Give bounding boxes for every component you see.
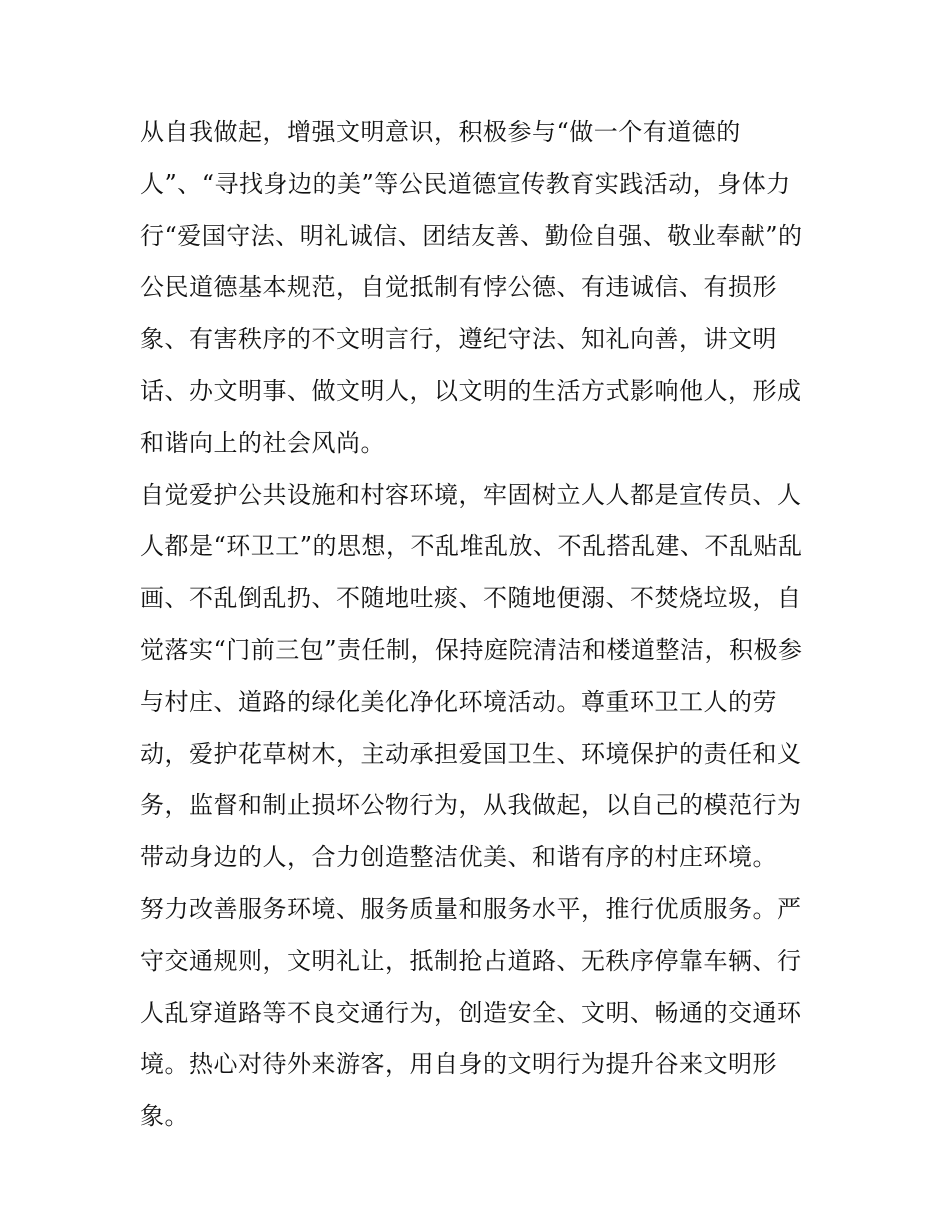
text-line: 从自我做起，增强文明意识，积极参与“做一个有道德的: [140, 118, 741, 146]
text-line: 觉落实“门前三包”责任制，保持庭院清洁和楼道整洁，积极参: [140, 635, 803, 664]
text-line: 和谐向上的社会风尚。: [140, 428, 385, 457]
text-line: 人乱穿道路等不良交通行为，创造安全、文明、畅通的交通环: [140, 998, 802, 1027]
text-line: 带动身边的人，合力创造整洁优美、和谐有序的村庄环境。: [140, 843, 777, 872]
text-line: 务，监督和制止损坏公物行为，从我做起，以自己的模范行为: [140, 791, 802, 820]
text-line: 象。: [140, 1102, 189, 1131]
text-line: 象、有害秩序的不文明言行，遵纪守法、知礼向善，讲文明: [140, 325, 777, 354]
text-line: 努力改善服务环境、服务质量和服务水平，推行优质服务。严: [140, 894, 802, 923]
text-line: 公民道德基本规范，自觉抵制有悖公德、有违诚信、有损形: [140, 273, 777, 302]
paragraph-2: [140, 470, 820, 884]
text-line: 人”、“寻找身边的美”等公民道德宣传教育实践活动，身体力: [140, 169, 791, 198]
text-line: 人都是“环卫工”的思想，不乱堆乱放、不乱搭乱建、不乱贴乱: [140, 532, 803, 561]
text-line: 动，爱护花草树木，主动承担爱国卫生、环境保护的责任和义: [140, 739, 802, 768]
text-line: 境。热心对待外来游客，用自身的文明行为提升谷来文明形: [140, 1050, 777, 1079]
paragraph-1: [140, 107, 820, 470]
text-line: 与村庄、道路的绿化美化净化环境活动。尊重环卫工人的劳: [140, 687, 777, 716]
text-line: 自觉爱护公共设施和村容环境，牢固树立人人都是宣传员、人: [140, 480, 802, 509]
text-line: 话、办文明事、做文明人，以文明的生活方式影响他人，形成: [140, 376, 802, 405]
text-line: 守交通规则，文明礼让，抵制抢占道路、无秩序停靠车辆、行: [140, 946, 802, 975]
text-line: 行“爱国守法、明礼诚信、团结友善、勤俭自强、敬业奉献”的: [140, 221, 803, 250]
paragraph-3: [140, 884, 820, 1143]
document-body: [140, 107, 820, 1143]
text-line: 画、不乱倒乱扔、不随地吐痰、不随地便溺、不焚烧垃圾，自: [140, 584, 802, 613]
